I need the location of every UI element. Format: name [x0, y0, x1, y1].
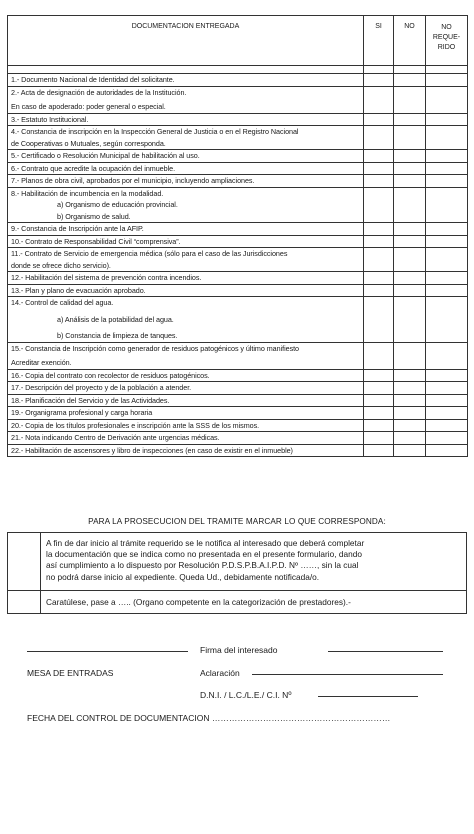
checkbox-cell-no[interactable]	[394, 175, 426, 188]
item-subtext-line: b) Constancia de limpieza de tanques.	[57, 331, 178, 340]
item-text-line: 6.- Contrato que acredite la ocupación del inmueble.	[11, 163, 176, 173]
item-text-line: 16.- Copia del contrato con recolector de residuos patogénicos.	[11, 370, 210, 380]
table-row	[8, 150, 468, 163]
firma-label: Firma del interesado	[200, 645, 278, 655]
firma-signature-line	[27, 651, 188, 652]
checkbox-cell-no[interactable]	[394, 235, 426, 248]
checkbox-cell-no-requerido[interactable]	[426, 342, 468, 369]
checkbox-cell-no[interactable]	[394, 444, 426, 457]
item-description	[8, 150, 364, 163]
checkbox-cell-no-requerido[interactable]	[426, 369, 468, 382]
header-no-requerido-line3: RIDO	[437, 44, 456, 51]
dni-label: D.N.I. / L.C./L.E./ C.I. Nº	[200, 690, 292, 700]
checkbox-cell-no-requerido[interactable]	[426, 432, 468, 445]
checkbox-cell-si[interactable]	[364, 113, 394, 126]
item-text-line: 9.- Constancia de Inscripción ante la AFIP.	[11, 224, 144, 233]
header-no-requerido-line2: REQUE-	[432, 34, 461, 41]
checkbox-cell-no-requerido[interactable]	[426, 272, 468, 285]
item-text-line: 18.- Planificación del Servicio y de las Actividades.	[11, 395, 170, 405]
checkbox-cell-no-requerido[interactable]	[426, 394, 468, 407]
checkbox-cell-no[interactable]	[394, 187, 426, 223]
table-gap-row	[8, 66, 468, 74]
item-text-line: Acreditar exención.	[11, 358, 72, 367]
checkbox-cell-no-requerido[interactable]	[426, 187, 468, 223]
checkbox-cell-no-requerido[interactable]	[426, 248, 468, 272]
checkbox-cell-no-requerido[interactable]	[426, 74, 468, 87]
checkbox-cell-no-requerido[interactable]	[426, 235, 468, 248]
option-notify-row	[8, 533, 466, 591]
table-row	[8, 394, 468, 407]
option-notify-text: A fin de dar inicio al trámite requerido se le notifica al interesado que deberá completar la documentación que se indica como no presentada en el presente formulario, dando así cumplimiento a lo dispuesto por Resolución P.D.S.P.B.A.I.P.D. Nº ……, sin la cual no podrá darse inicio al expediente. Queda Ud., debidamente notificada/o.	[46, 538, 365, 582]
checkbox-cell-no-requerido[interactable]	[426, 382, 468, 395]
item-text-line: 2.- Acta de designación de autoridades de la Institución.	[11, 87, 187, 97]
checkbox-cell-no[interactable]	[394, 162, 426, 175]
checkbox-cell-no-requerido[interactable]	[426, 223, 468, 236]
checkbox-cell-si[interactable]	[364, 369, 394, 382]
checkbox-cell-si[interactable]	[364, 394, 394, 407]
table-row	[8, 248, 468, 272]
checkbox-cell-si[interactable]	[364, 74, 394, 87]
header-no-requerido	[426, 16, 468, 66]
item-description	[8, 382, 364, 395]
checkbox-cell-no[interactable]	[394, 223, 426, 236]
item-text-line: 5.- Certificado o Resolución Municipal de habilitación al uso.	[11, 151, 200, 160]
table-row	[8, 382, 468, 395]
item-description	[8, 297, 364, 343]
table-row	[8, 444, 468, 457]
table-row	[8, 86, 468, 113]
checkbox-cell-no-requerido[interactable]	[426, 86, 468, 113]
table-row	[8, 162, 468, 175]
checkbox-cell-no-requerido[interactable]	[426, 284, 468, 297]
checklist-rows	[8, 74, 468, 457]
fecha-control-label: FECHA DEL CONTROL DE DOCUMENTACION ………………………………………………………	[27, 713, 391, 723]
item-text-line: En caso de apoderado: poder general o especial.	[11, 102, 166, 111]
aclaracion-line	[252, 674, 443, 675]
option-notify-checkbox[interactable]	[8, 533, 41, 590]
checkbox-cell-no[interactable]	[394, 419, 426, 432]
item-text-line: 17.- Descripción del proyecto y de la población a atender.	[11, 383, 192, 392]
checkbox-cell-si[interactable]	[364, 235, 394, 248]
item-description	[8, 113, 364, 126]
checkbox-cell-no[interactable]	[394, 272, 426, 285]
item-description	[8, 86, 364, 113]
checkbox-cell-si[interactable]	[364, 382, 394, 395]
item-description	[8, 235, 364, 248]
item-text-line: 20.- Copia de los títulos profesionales e inscripción ante la SSS de los mismos.	[11, 420, 260, 430]
checkbox-cell-si[interactable]	[364, 162, 394, 175]
aclaracion-label: Aclaración	[200, 668, 240, 678]
checkbox-cell-no[interactable]	[394, 297, 426, 343]
item-description	[8, 74, 364, 87]
checkbox-cell-no[interactable]	[394, 407, 426, 420]
item-description	[8, 407, 364, 420]
documentation-checklist-table	[7, 15, 468, 457]
checkbox-cell-si[interactable]	[364, 407, 394, 420]
checkbox-cell-si[interactable]	[364, 248, 394, 272]
item-text-line: 8.- Habilitación de incumbencia en la modalidad.	[11, 188, 164, 198]
table-row	[8, 369, 468, 382]
header-si: SI	[364, 16, 394, 66]
item-text-line: 10.- Contrato de Responsabilidad Civil “comprensiva”.	[11, 236, 181, 246]
mesa-entradas-label: MESA DE ENTRADAS	[27, 668, 114, 678]
table-row	[8, 223, 468, 236]
checkbox-cell-no-requerido[interactable]	[426, 162, 468, 175]
checkbox-cell-no[interactable]	[394, 126, 426, 150]
checkbox-cell-si[interactable]	[364, 187, 394, 223]
table-row	[8, 74, 468, 87]
checkbox-cell-no-requerido[interactable]	[426, 150, 468, 163]
checkbox-cell-si[interactable]	[364, 223, 394, 236]
table-row	[8, 272, 468, 285]
item-text-line: 7.- Planos de obra civil, aprobados por el municipio, incluyendo ampliaciones.	[11, 176, 255, 185]
checkbox-cell-si[interactable]	[364, 444, 394, 457]
item-description	[8, 223, 364, 236]
table-row	[8, 126, 468, 150]
firma-right-line	[328, 651, 443, 652]
item-description	[8, 126, 364, 150]
checkbox-cell-no-requerido[interactable]	[426, 175, 468, 188]
item-text-line: donde se ofrece dicho servicio).	[11, 260, 111, 270]
header-no: NO	[394, 16, 426, 66]
checkbox-cell-no-requerido[interactable]	[426, 419, 468, 432]
item-description	[8, 342, 364, 369]
checkbox-cell-no[interactable]	[394, 248, 426, 272]
option-caratulese-text: Caratúlese, pase a ….. (Organo competente en la categorización de prestadores).-	[46, 597, 351, 607]
item-description	[8, 432, 364, 445]
checkbox-cell-si[interactable]	[364, 175, 394, 188]
option-caratulese-checkbox[interactable]	[8, 590, 41, 614]
item-text-line: 1.- Documento Nacional de Identidad del solicitante.	[11, 75, 175, 84]
item-description	[8, 248, 364, 272]
checkbox-cell-si[interactable]	[364, 419, 394, 432]
item-description	[8, 175, 364, 188]
checkbox-cell-no-requerido[interactable]	[426, 113, 468, 126]
procedure-options-box	[7, 532, 467, 614]
checkbox-cell-no-requerido[interactable]	[426, 126, 468, 150]
header-documentacion: DOCUMENTACION ENTREGADA	[8, 16, 364, 66]
checkbox-cell-si[interactable]	[364, 342, 394, 369]
checkbox-cell-si[interactable]	[364, 272, 394, 285]
item-text-line: 3.- Estatuto Institucional.	[11, 114, 89, 124]
table-row	[8, 419, 468, 432]
checkbox-cell-no[interactable]	[394, 369, 426, 382]
item-description	[8, 284, 364, 297]
table-row	[8, 113, 468, 126]
checkbox-cell-si[interactable]	[364, 86, 394, 113]
item-text-line: 15.- Constancia de Inscripción como generador de residuos patogénicos y último manifiesto	[11, 343, 300, 353]
checkbox-cell-no[interactable]	[394, 382, 426, 395]
item-subtext-line: b) Organismo de salud.	[57, 211, 131, 221]
dni-line	[318, 696, 418, 697]
checkbox-cell-no[interactable]	[394, 432, 426, 445]
checkbox-cell-si[interactable]	[364, 150, 394, 163]
checkbox-cell-si[interactable]	[364, 297, 394, 343]
item-text-line: 22.- Habilitación de ascensores y libro de inspecciones (en caso de existir en el inmueble)	[11, 445, 293, 455]
checkbox-cell-si[interactable]	[364, 432, 394, 445]
item-text-line: 19.- Organigrama profesional y carga horaria	[11, 408, 153, 417]
item-description	[8, 369, 364, 382]
checkbox-cell-no[interactable]	[394, 342, 426, 369]
item-text-line: de Cooperativas o Mutuales, según corresponda.	[11, 138, 166, 148]
checkbox-cell-no[interactable]	[394, 86, 426, 113]
checkbox-cell-si[interactable]	[364, 284, 394, 297]
procecucion-heading: PARA LA PROSECUCION DEL TRAMITE MARCAR LO QUE CORRESPONDA:	[88, 517, 386, 526]
table-row	[8, 407, 468, 420]
item-description	[8, 187, 364, 223]
checkbox-cell-no[interactable]	[394, 284, 426, 297]
table-row	[8, 187, 468, 223]
item-text-line: 13.- Plan y plano de evacuación aprobado.	[11, 285, 146, 295]
item-description	[8, 162, 364, 175]
table-row	[8, 175, 468, 188]
header-no-requerido-line1: NO	[441, 24, 452, 31]
item-text-line: 4.- Constancia de inscripción en la Inspección General de Justicia o en el Registro Nacional	[11, 127, 299, 136]
checkbox-cell-no-requerido[interactable]	[426, 297, 468, 343]
table-row	[8, 432, 468, 445]
checkbox-cell-no[interactable]	[394, 74, 426, 87]
checkbox-cell-no[interactable]	[394, 113, 426, 126]
checkbox-cell-no-requerido[interactable]	[426, 407, 468, 420]
item-description	[8, 419, 364, 432]
option-caratulese-row	[8, 590, 466, 614]
item-text-line: 14.- Control de calidad del agua.	[11, 298, 114, 307]
item-description	[8, 444, 364, 457]
item-text-line: 12.- Habilitación del sistema de prevención contra incendios.	[11, 273, 202, 282]
item-text-line: 21.- Nota indicando Centro de Derivación ante urgencias médicas.	[11, 433, 220, 442]
table-row	[8, 235, 468, 248]
checkbox-cell-si[interactable]	[364, 126, 394, 150]
table-row	[8, 297, 468, 343]
item-subtext-line: a) Organismo de educación provincial.	[57, 200, 178, 209]
table-row	[8, 342, 468, 369]
item-text-line: 11.- Contrato de Servicio de emergencia médica (sólo para el caso de las Jurisdicciones	[11, 249, 288, 258]
item-description	[8, 272, 364, 285]
item-description	[8, 394, 364, 407]
checkbox-cell-no-requerido[interactable]	[426, 444, 468, 457]
item-subtext-line: a) Análisis de la potabilidad del agua.	[57, 314, 174, 324]
checkbox-cell-no[interactable]	[394, 394, 426, 407]
checkbox-cell-no[interactable]	[394, 150, 426, 163]
table-header-row	[8, 16, 468, 66]
table-row	[8, 284, 468, 297]
